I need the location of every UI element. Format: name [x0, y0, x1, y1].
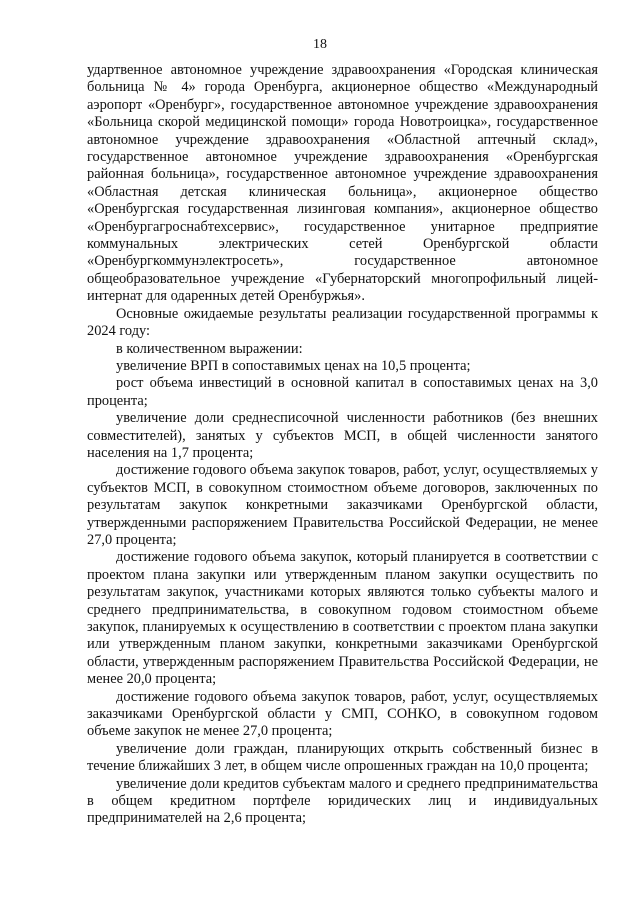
list-item-grp: увеличение ВРП в сопоставимых ценах на 10,5 процента; — [116, 357, 471, 374]
body-text — [87, 62, 598, 828]
list-item-investment: рост объема инвестиций в основной капитал в сопоставимых ценах на 3,0 процента; — [87, 375, 598, 409]
list-item-credit-share: увеличение доли кредитов субъектам малого и среднего предпринимательства в общем кредитном портфеле юридических лиц и индивидуальных предпринимателей на 2,6 процента; — [87, 775, 598, 827]
list-item-procurement-smp: достижение годового объема закупок товаров, работ, услуг, осуществляемых у субъектов МСП, в совокупном стоимостном объеме договоров, заключенных по результатам закупок конкретными заказчиками Оренбургской области, утвержденными распоряжением Правительства Российской Федерации, не менее 27,0 процента; — [87, 462, 598, 548]
page-number: 18 — [313, 37, 327, 52]
list-item-business-plans: увеличение доли граждан, планирующих открыть собственный бизнес в течение ближайших 3 лет, в общем числе опрошенных граждан на 10,0 процента; — [87, 740, 598, 775]
paragraph-continuation: удартвенное автономное учреждение здравоохранения «Городская клиническая больница № 4» города Оренбурга, акционерное общество «Международный аэропорт «Оренбург», государственное автономное учреждение здравоохранения «Больница скорой медицинской помощи» города Новотроицка», государственное автономное учреждение здравоохранения «Областной аптечный склад», государственное автономное учреждение здравоохранения «Оренбургская районная больница», государственное автономное учреждение здравоохранения «Областная детская клиническая больница», акционерное общество «Оренбургская государственная лизинговая компания», акционерное общество «Оренбургагроснабтехсервис», государственное унитарное предприятие коммунальных электрических сетей Оренбургской области «Оренбургкоммунэлектросеть», государственное автономное общеобразовательное учреждение «Губернаторский многопрофильный лицей-интернат для одаренных детей Оренбуржья». — [87, 62, 598, 305]
list-item-procurement-sonko: достижение годового объема закупок товаров, работ, услуг, осуществляемых заказчиками Оренбургской области у СМП, СОНКО, в совокупном годовом объеме закупок не менее 27,0 процента; — [87, 688, 598, 740]
paragraph-results-intro: Основные ожидаемые результаты реализации государственной программы к 2024 году: — [87, 305, 598, 340]
list-item-procurement-plan: достижение годового объема закупок, который планируется в соответствии с проектом плана закупки или утвержденным планом закупки осуществить по результатам закупок, участниками которых являются только субъекты малого и среднего предпринимательства, в совокупном годовом стоимостном объеме закупок, планируемых к осуществлению в соответствии с проектом плана закупки или утвержденным планом закупки, конкретными заказчиками Оренбургской области, утвержденным распоряжением Правительства Российской Федерации, не менее 20,0 процента; — [87, 549, 598, 688]
list-item-employment-share: увеличение доли среднесписочной численности работников (без внешних совместителей), занятых у субъектов МСП, в общей численности занятого населения на 1,7 процента; — [87, 410, 598, 461]
paragraph-quantitative: в количественном выражении: — [116, 340, 303, 357]
